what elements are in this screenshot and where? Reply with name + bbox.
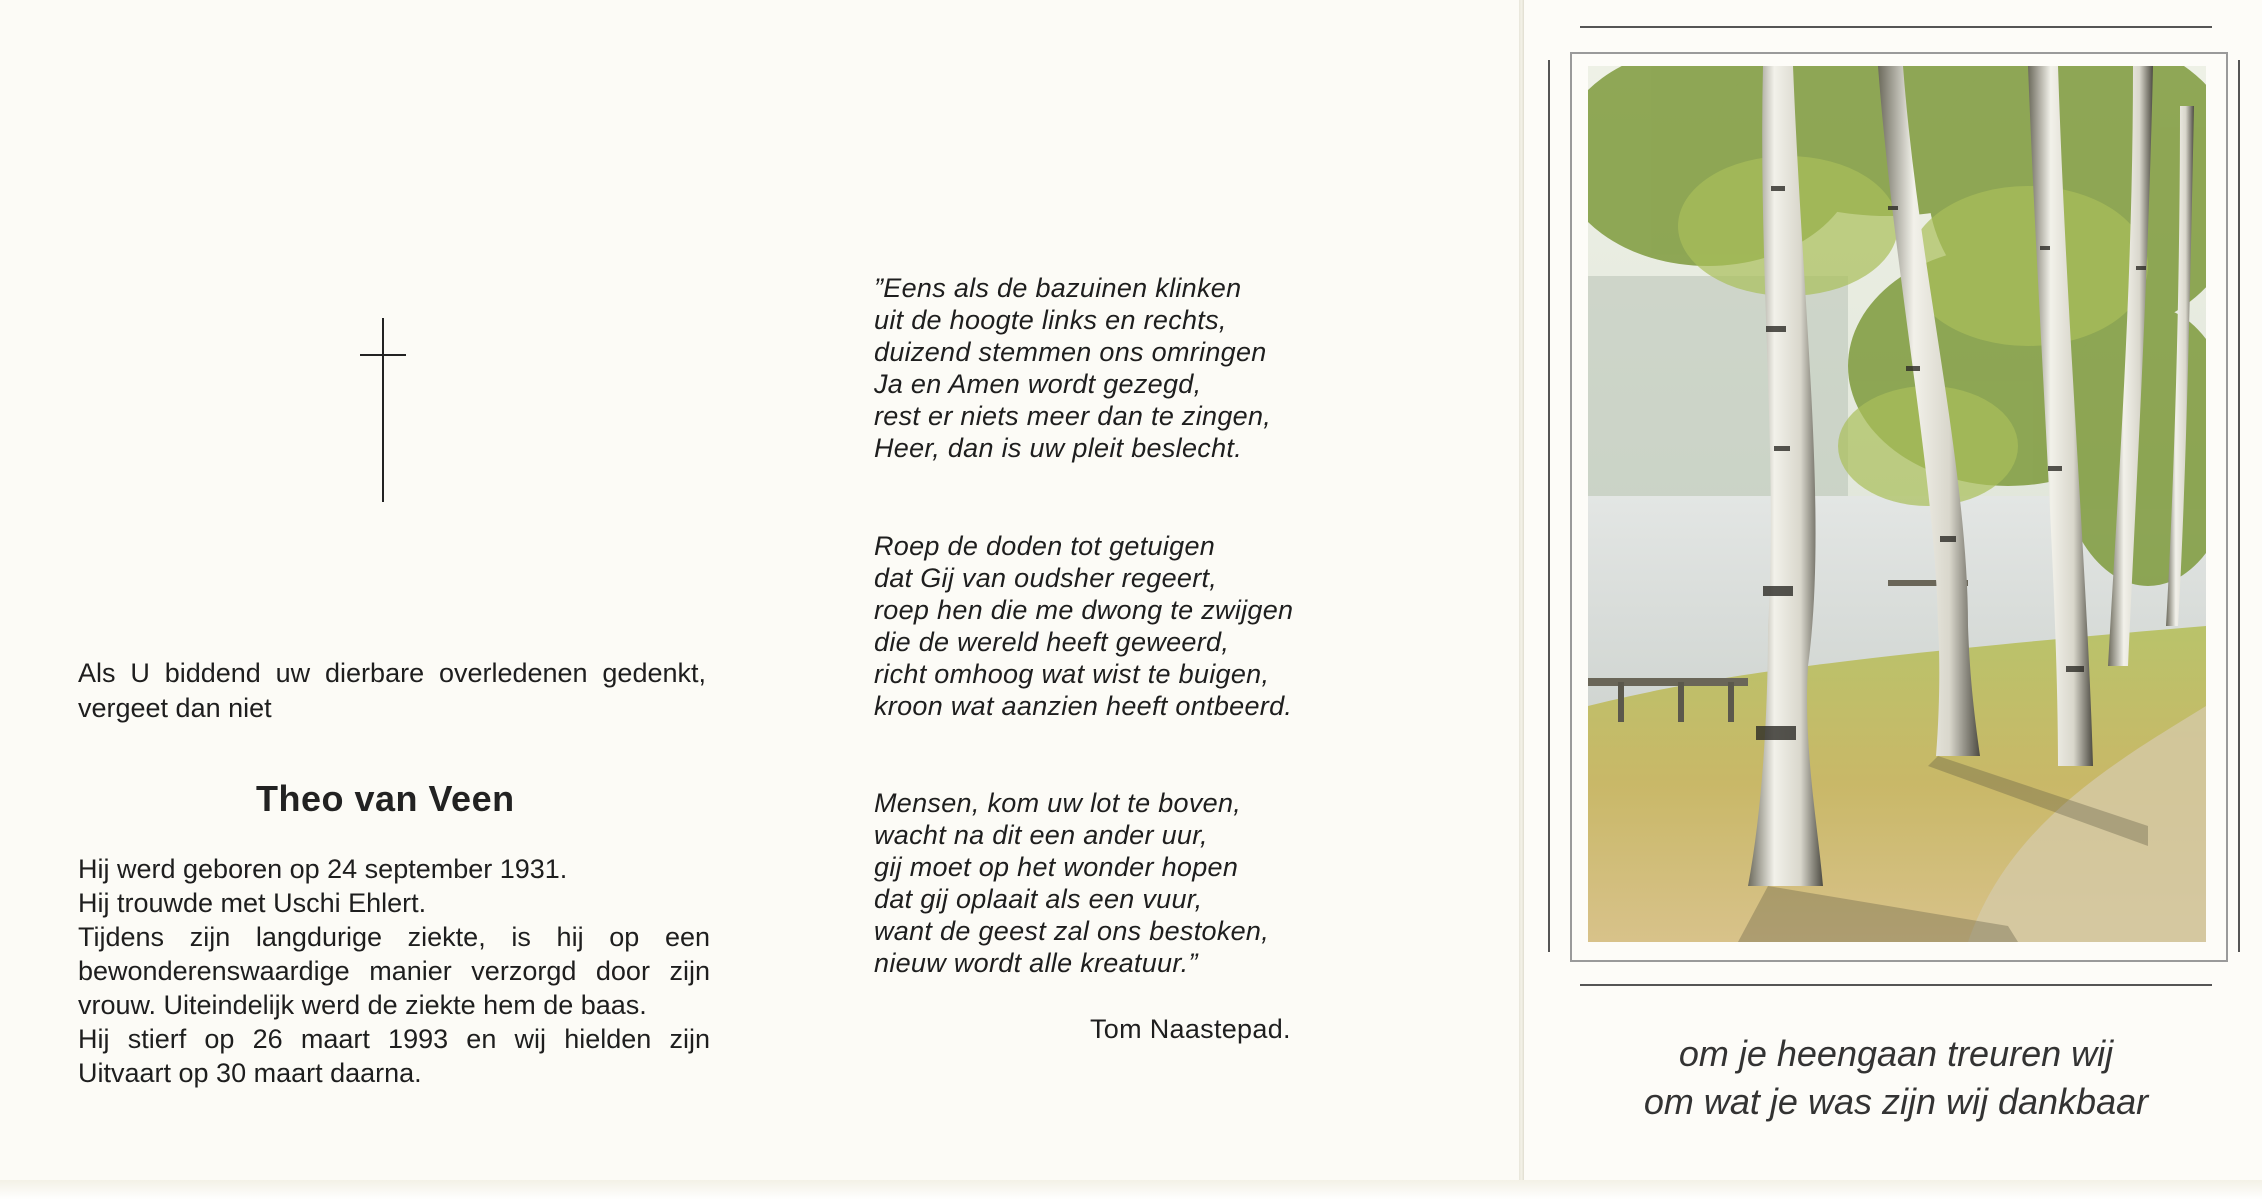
poem-line: Mensen, kom uw lot te boven, <box>874 788 1242 818</box>
photo-frame-left <box>1548 60 1550 952</box>
poem-stanza-1 <box>874 272 1474 464</box>
poem-line: gij moet op het wonder hopen <box>874 852 1239 882</box>
deceased-name: Theo van Veen <box>256 778 515 819</box>
caption-line: om je heengaan treuren wij <box>1678 1033 2114 1074</box>
poem-line: dat Gij van oudsher regeert, <box>874 563 1218 593</box>
bio-line-death: Hij stierf op 26 maart 1993 en wij hielden zijn Uitvaart op 30 maart daarna. <box>78 1024 710 1088</box>
birch-trees-lake-photo <box>1588 66 2206 942</box>
poem-line: Ja en Amen wordt gezegd, <box>874 369 1202 399</box>
poem-line: duizend stemmen ons omringen <box>874 337 1267 367</box>
poem-line: nieuw wordt alle kreatuur.” <box>874 948 1198 978</box>
card-bottom-edge <box>0 1180 2262 1200</box>
poem-line: uit de hoogte links en rechts, <box>874 305 1227 335</box>
bio-line-marriage: Hij trouwde met Uschi Ehlert. <box>78 888 427 918</box>
photo-frame-right <box>2238 60 2240 952</box>
cross-icon <box>360 318 406 502</box>
poem-line: roep hen die me dwong te zwijgen <box>874 595 1294 625</box>
poem-line: want de geest zal ons bestoken, <box>874 916 1270 946</box>
intro-text: Als U biddend uw dierbare overledenen gedenkt, vergeet dan niet <box>78 658 706 723</box>
caption-line: om wat je was zijn wij dankbaar <box>1643 1081 2149 1122</box>
poem-line: ”Eens als de bazuinen klinken <box>874 273 1242 303</box>
poem-line: richt omhoog wat wist te buigen, <box>874 659 1270 689</box>
poem-line: dat gij oplaait als een vuur, <box>874 884 1203 914</box>
photo-caption <box>1580 1030 2212 1126</box>
poem-line: Roep de doden tot getuigen <box>874 531 1216 561</box>
poem-author: Tom Naastepad. <box>1090 1014 1291 1044</box>
poem-line: kroon wat aanzien heeft ontbeerd. <box>874 691 1293 721</box>
poem-line: rest er niets meer dan te zingen, <box>874 401 1272 431</box>
biography <box>78 852 710 1090</box>
poem-line: wacht na dit een ander uur, <box>874 820 1208 850</box>
poem-stanza-3 <box>874 787 1474 979</box>
poem-line: Heer, dan is uw pleit beslecht. <box>874 433 1242 463</box>
poem-line: die de wereld heeft geweerd, <box>874 627 1230 657</box>
bio-line-illness: Tijdens zijn langdurige ziekte, is hij op een bewonderenswaardige manier verzorgd door zijn vrouw. Uiteindelijk werd de ziekte hem de baas. <box>78 922 710 1020</box>
bio-line-birth: Hij werd geboren op 24 september 1931. <box>78 854 568 884</box>
poem-stanza-2 <box>874 530 1474 722</box>
